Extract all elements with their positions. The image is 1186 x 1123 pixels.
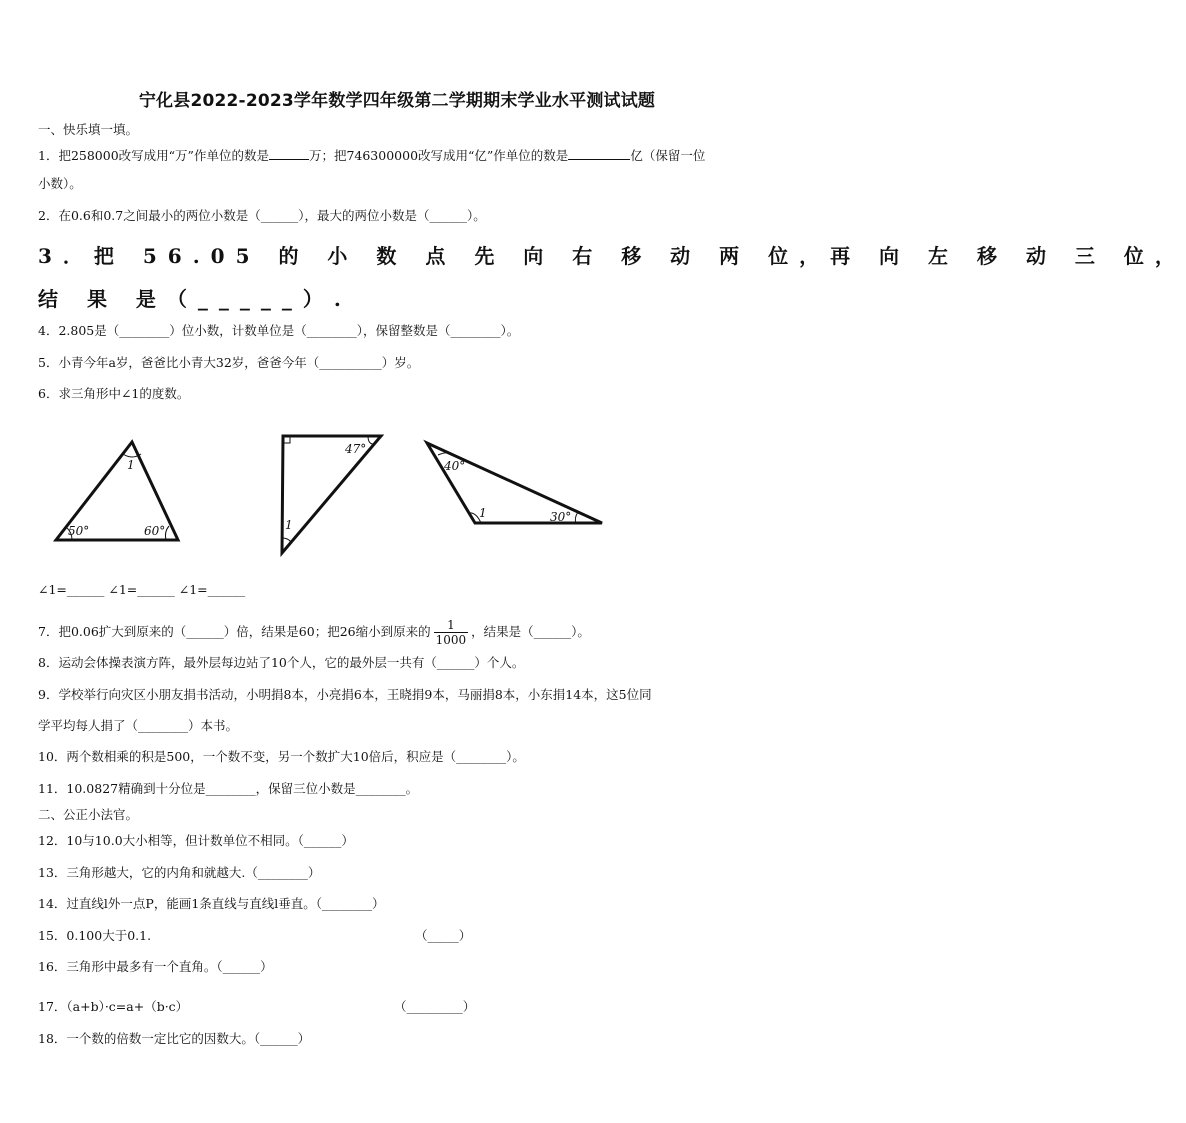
section-1-heading: 一、快乐填一填。 (38, 122, 139, 137)
question-9-line-1: 9．学校举行向灾区小朋友捐书活动，小明捐8本，小亮捐6本，王晓捐9本，马丽捐8本，小东捐14本，这5位同 (38, 687, 652, 702)
question-14: 14．过直线l外一点P，能画1条直线与直线l垂直。（________） (38, 896, 385, 911)
triangle-3-left-label: 40° (444, 459, 466, 473)
section-2-heading: 二、公正小法官。 (38, 807, 139, 822)
triangles-figure (0, 420, 794, 570)
triangle-1-left-label: 50° (68, 524, 90, 538)
question-11: 11．10.0827精确到十分位是________，保留三位小数是________。 (38, 781, 419, 796)
question-6: 6．求三角形中∠1的度数。 (38, 386, 190, 401)
question-2: 2．在0.6和0.7之间最小的两位小数是（______），最大的两位小数是（______）。 (38, 208, 486, 223)
question-18: 18．一个数的倍数一定比它的因数大。（______） (38, 1031, 311, 1046)
question-15-answer: （_____） (415, 928, 472, 943)
triangle-1-right-label: 60° (144, 524, 166, 538)
answer-blank[interactable] (269, 146, 309, 160)
page-title: 宁化县2022-2023学年数学四年级第二学期期末学业水平测试试题 (138, 91, 656, 111)
triangle-2-bottom-label: 1 (285, 518, 293, 532)
question-15-text: 15．0.100大于0.1. (38, 928, 152, 943)
triangle-1-right-arc (165, 526, 169, 540)
triangle-3-mid-label: 1 (479, 506, 487, 520)
triangle-3-right-arc (575, 512, 578, 523)
question-17-answer: （_________） (394, 999, 476, 1014)
question-15 (38, 927, 758, 945)
triangle-2-top-label: 47° (345, 442, 367, 456)
right-angle-mark (284, 437, 290, 443)
triangle-3 (427, 443, 602, 523)
question-1-text-a: 1．把258000改写成用“万”作单位的数是 (38, 148, 269, 163)
fraction-numerator: 1 (434, 618, 469, 633)
question-1-text-b: 万；把746300000改写成用“亿”作单位的数是 (308, 148, 569, 163)
triangle-3-right-label: 30° (550, 510, 572, 524)
question-7 (38, 618, 758, 647)
question-1 (38, 146, 758, 165)
question-5: 5．小青今年a岁，爸爸比小青大32岁，爸爸今年（__________）岁。 (38, 355, 420, 370)
question-13: 13．三角形越大，它的内角和就越大.（________） (38, 865, 321, 880)
question-7-text-a: 7．把0.06扩大到原来的（______）倍，结果是60；把26缩小到原来的 (38, 624, 431, 639)
fraction (434, 618, 469, 647)
question-12: 12．10与10.0大小相等，但计数单位不相同。（______） (38, 833, 354, 848)
question-17 (38, 998, 758, 1016)
question-1-continued: 小数）。 (38, 176, 82, 191)
question-7-text-b: ，结果是（______）。 (471, 624, 590, 639)
answer-blank[interactable] (568, 146, 630, 160)
triangle-1-apex-label: 1 (127, 458, 135, 472)
question-10: 10．两个数相乘的积是500，一个数不变，另一个数扩大10倍后，积应是（________）。 (38, 749, 525, 764)
question-1-text-c: 亿（保留一位 (630, 148, 706, 163)
question-9-line-2: 学平均每人捐了（________）本书。 (38, 718, 239, 733)
question-3-line-2: 结 果 是（_____）. (38, 287, 352, 311)
fraction-denominator: 1000 (435, 633, 467, 647)
question-4: 4．2.805是（________）位小数，计数单位是（________），保留整数是（________）。 (38, 323, 520, 338)
question-8: 8．运动会体操表演方阵，最外层每边站了10个人，它的最外层一共有（______）个人。 (38, 655, 525, 670)
question-17-text: 17．（a+b）·c=a+（b·c） (38, 999, 189, 1014)
angle-answers: ∠1=______ ∠1=______ ∠1=______ (38, 582, 246, 597)
question-16: 16．三角形中最多有一个直角。（______） (38, 959, 273, 974)
question-3-line-1: 3．把 56.05 的 小 数 点 先 向 右 移 动 两 位，再 向 左 移 动 三 位， (38, 244, 1186, 268)
